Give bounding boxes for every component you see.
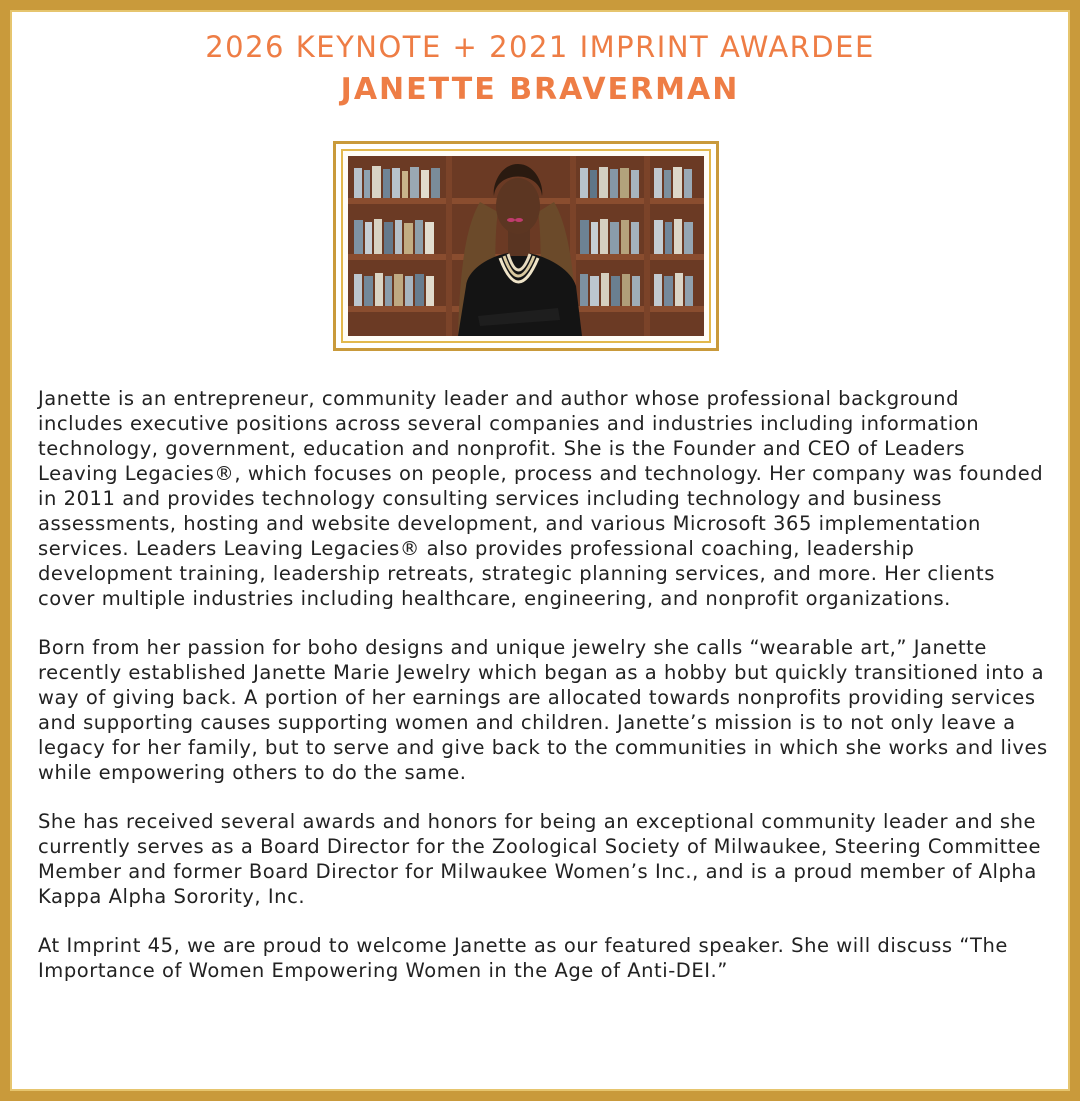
bio-paragraph-3: She has received several awards and honors for being an exceptional community leader and she currently serves as a Board Director for the Zoological Society of Milwaukee, Steering Committee Member and former Board Director for Milwaukee Women’s Inc., and is a proud member of Alpha Kappa Alpha Sorority, Inc. [38,810,1042,908]
bio-paragraph-1: Janette is an entrepreneur, community leader and author whose professional background includes executive positions across several companies and industries including information technology, government, education and nonprofit. She is the Founder and CEO of Leaders Leaving Legacies®, which focuses on people, process and technology. Her company was founded in 2011 and provides technology consulting services including technology and business assessments, hosting and website development, and various Microsoft 365 implementation services. Leaders Leaving Legacies® also provides professional coaching, leadership development training, leadership retreats, strategic planning services, and more. Her clients cover multiple industries including healthcare, engineering, and nonprofit organizations. [38,387,1044,610]
portrait-frame [333,141,719,351]
portrait-photo-icon [348,156,704,336]
event-subtitle: 2026 KEYNOTE + 2021 IMPRINT AWARDEE [205,30,875,64]
bio-paragraph-2: Born from her passion for boho designs and unique jewelry she calls “wearable art,” Janette recently established Janette Marie Jewelry which began as a hobby but quickly transitioned into a way of giving back. A portion of her earnings are allocated towards nonprofits providing services and supporting causes supporting women and children. Janette’s mission is to not only leave a legacy for her family, but to serve and give back to the communities in which she works and lives while empowering others to do the same. [38,636,1048,784]
bio-paragraph-4: At Imprint 45, we are proud to welcome Janette as our featured speaker. She will discuss “The Importance of Women Empowering Women in the Age of Anti-DEI.” [38,934,1008,982]
speaker-bio [38,386,1050,1007]
speaker-name: JANETTE BRAVERMAN [340,72,740,107]
